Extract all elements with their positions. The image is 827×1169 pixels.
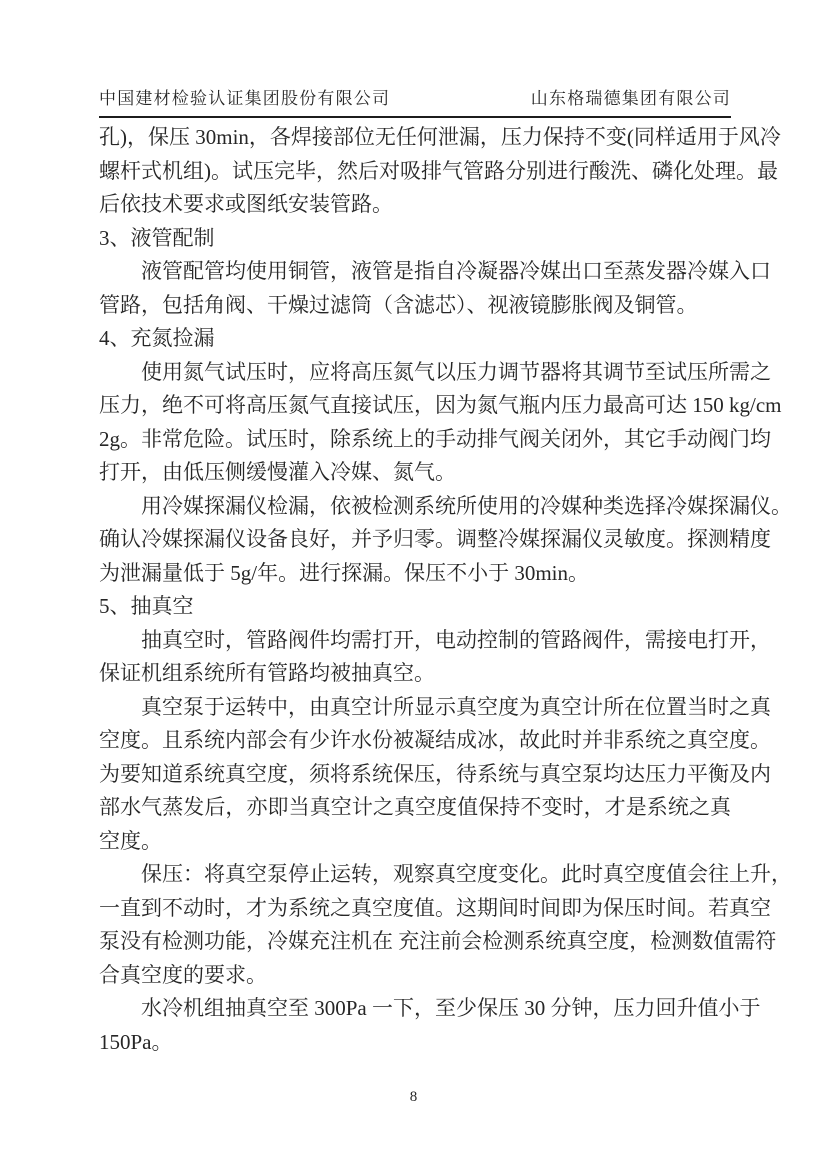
page-number [0,1089,827,1106]
text-line: 5、抽真空 [99,594,194,618]
paragraph [99,691,771,859]
page-header [99,84,731,118]
header-right-company: 山东格瑞德集团有限公司 [530,89,731,108]
text-line: 泵没有检测功能，冷媒充注机在 充注前会检测系统真空度，检测数值需符 [99,929,777,953]
text-line: 压力，绝不可将高压氮气直接试压，因为氮气瓶内压力最高可达 150 kg/cm [99,393,782,417]
text-line: 螺杆式机组)。试压完毕，然后对吸排气管路分别进行酸洗、磷化处理。最 [99,158,778,183]
text-line: 一直到不动时，才为系统之真空度值。这期间时间即为保压时间。若真空 [99,895,771,920]
text-line: 真空泵于运转中，由真空计所显示真空度为真空计所在位置当时之真 [141,694,771,719]
text-line: 为泄漏量低于 5g/年。进行探漏。保压不小于 30min。 [99,560,590,585]
paragraph [99,255,771,322]
header-left-company: 中国建材检验认证集团股份有限公司 [99,89,391,108]
paragraph [99,356,782,490]
paragraph [99,121,781,222]
text-line: 3、液管配制 [99,225,215,250]
text-line: 水冷机组抽真空至 300Pa 一下，至少保压 30 分钟，压力回升值小于 [141,996,761,1020]
paragraph [99,858,792,992]
text-line: 150Pa。 [99,1029,173,1054]
text-line: 确认冷媒探漏仪设备良好，并予归零。调整冷媒探漏仪灵敏度。探测精度 [99,527,771,551]
text-line: 用冷媒探漏仪检漏，依被检测系统所使用的冷媒种类选择冷媒探漏仪。 [141,493,792,518]
text-line: 4、充氮捡漏 [99,326,215,350]
text-line: 抽真空时，管路阀件均需打开，电动控制的管路阀件，需接电打开， [141,627,771,652]
text-line: 保证机组系统所有管路均被抽真空。 [99,661,435,685]
paragraph [99,992,761,1059]
section-heading [99,322,731,356]
text-line: 合真空度的要求。 [99,962,267,987]
text-line: 孔)，保压 30min，各焊接部位无任何泄漏，压力保持不变(同样适用于风冷 [99,125,781,149]
paragraph [99,490,792,591]
document-body [99,121,792,1059]
text-line: 为要知道系统真空度，须将系统保压，待系统与真空泵均达压力平衡及内 [99,761,771,786]
page-number-value: 8 [409,1089,418,1105]
text-line: 2g。非常危险。试压时，除系统上的手动排气阀关闭外，其它手动阀门均 [99,426,771,451]
text-line: 部水气蒸发后，亦即当真空计之真空度值保持不变时，才是系统之真空度。 [99,795,731,853]
text-line: 液管配管均使用铜管，液管是指自冷凝器冷媒出口至蒸发器冷媒入口 [141,259,771,283]
text-line: 管路，包括角阀、干燥过滤筒（含滤芯）、视液镜膨胀阀及铜管。 [99,292,698,317]
paragraph [99,624,771,691]
text-line: 空度。且系统内部会有少许水份被凝结成冰，故此时并非系统之真空度。 [99,728,771,752]
text-line: 打开，由低压侧缓慢灌入冷媒、氮气。 [99,460,456,484]
text-line: 后依技术要求或图纸安装管路。 [99,192,393,216]
text-line: 使用氮气试压时，应将高压氮气以压力调节器将其调节至试压所需之 [141,359,771,384]
text-line: 保压：将真空泵停止运转，观察真空度变化。此时真空度值会往上升， [141,862,792,886]
section-heading [99,590,731,624]
section-heading [99,222,731,256]
